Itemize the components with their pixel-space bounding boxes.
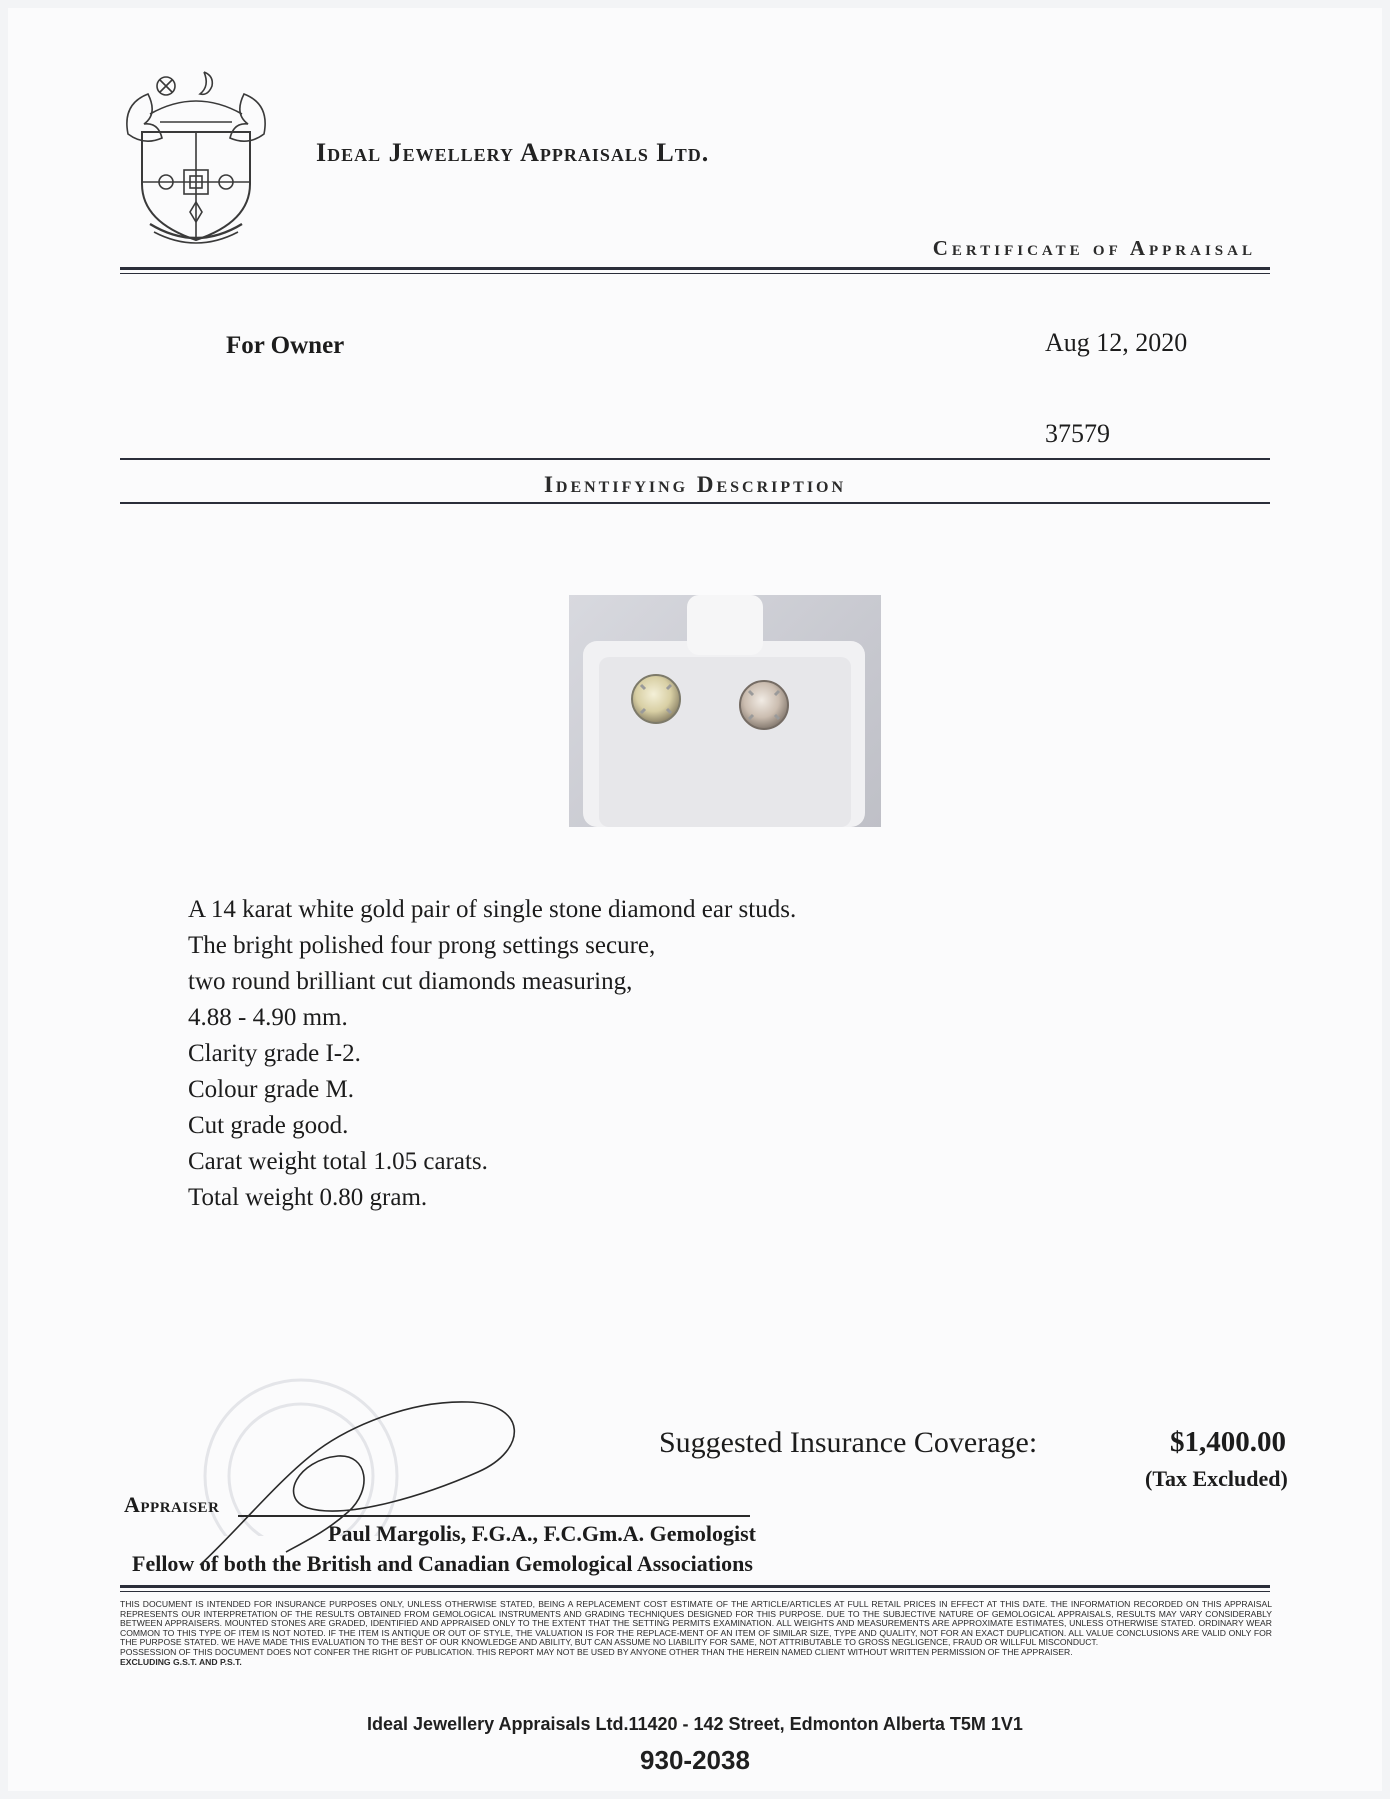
description-line: Carat weight total 1.05 carats. bbox=[188, 1148, 488, 1175]
coat-of-arms-icon bbox=[120, 64, 272, 248]
earring-display-card-icon bbox=[569, 595, 881, 827]
description-line: two round brilliant cut diamonds measuring, bbox=[188, 968, 633, 995]
owner-name: For Owner bbox=[226, 332, 345, 359]
insurance-coverage-label: Suggested Insurance Coverage: bbox=[659, 1426, 1038, 1459]
description-line: The bright polished four prong settings secure, bbox=[188, 932, 656, 959]
description-line: Colour grade M. bbox=[188, 1076, 354, 1103]
footer-rule-bottom bbox=[120, 1591, 1270, 1592]
appraisal-date: Aug 12, 2020 bbox=[1045, 328, 1188, 357]
disclaimer-paragraph: THIS DOCUMENT IS INTENDED FOR INSURANCE PURPOSES ONLY, UNLESS OTHERWISE STATED, BEING A REPLACEMENT COST ESTIMATE OF THE ARTICLE/ARTICLES AT FULL RETAIL PRICES IN EFFECT AT THIS DATE. THE INFORMATION RECORDED ON THIS APPRAISAL REPRESENTS OUR INTERPRETATION OF THE RESULTS OBTAINED FROM GEMOLOGICAL INSTRUMENTS AND GRADING TECHNIQUES DESIGNED FOR THIS PURPOSE. DUE TO THE SUBJECTIVE NATURE OF GEMOLOGICAL APPRAISALS, RESULTS MAY VARY CONSIDERABLY BETWEEN APPRAISERS. MOUNTED STONES ARE GRADED, IDENTIFIED AND APPRAISED ONLY TO THE EXTENT THAT THE SETTING PERMITS EXAMINATION. ALL WEIGHTS AND MEASUREMENTS ARE APPROXIMATE ESTIMATES, UNLESS OTHERWISE STATED. ORDINARY WEAR COMMON TO THIS TYPE OF ITEM IS NOT NOTED. IF THE ITEM IS ANTIQUE OR OUT OF STYLE, THE VALUATION IS FOR THE REPLACE-MENT OF AN ITEM OF SIMILAR SIZE, TYPE AND QUALITY, NOT FOR AN EXACT DUPLICATION. ALL VALUE CONCLUSIONS ARE VALID ONLY FOR THE PURPOSE STATED. WE HAVE MADE THIS EVALUATION TO THE BEST OF OUR KNOWLEDGE AND ABILITY, BUT CAN ASSUME NO LIABILITY FOR SAME, NOT ATTRIBUTABLE TO GROSS NEGLIGENCE, FRAUD OR WILLFUL MISCONDUCT. bbox=[120, 1599, 1272, 1648]
item-description bbox=[188, 892, 796, 1216]
appraiser-fellowship: Fellow of both the British and Canadian Gemological Associations bbox=[132, 1551, 753, 1576]
section-rule-top bbox=[120, 458, 1270, 460]
company-name: Ideal Jewellery Appraisals Ltd. bbox=[316, 138, 710, 167]
disclaimer-paragraph: POSSESSION OF THIS DOCUMENT DOES NOT CONFER THE RIGHT OF PUBLICATION. THIS REPORT MAY NOT BE USED BY ANYONE OTHER THAN THE HEREIN NAMED CLIENT WITHOUT WRITTEN PERMISSION OF THE APPRAISER. bbox=[120, 1646, 1073, 1657]
appraiser-label: Appraiser bbox=[124, 1492, 220, 1517]
header-rule-bottom bbox=[120, 273, 1270, 274]
diamond-ear-studs-photo bbox=[569, 595, 881, 827]
description-line: Total weight 0.80 gram. bbox=[188, 1184, 428, 1211]
description-line: Clarity grade I-2. bbox=[188, 1040, 361, 1067]
disclaimer-tax-line: EXCLUDING G.S.T. AND P.S.T. bbox=[120, 1656, 242, 1667]
appraisal-certificate bbox=[8, 8, 1382, 1791]
disclaimer bbox=[120, 1600, 1272, 1667]
footer-address: Ideal Jewellery Appraisals Ltd.11420 - 142 Street, Edmonton Alberta T5M 1V1 bbox=[367, 1714, 1023, 1734]
description-line: 4.88 - 4.90 mm. bbox=[188, 1004, 348, 1031]
reference-number: 37579 bbox=[1045, 419, 1110, 448]
appraiser-name: Paul Margolis, F.G.A., F.C.Gm.A. Gemologist bbox=[328, 1521, 756, 1546]
footer-phone: 930-2038 bbox=[640, 1745, 750, 1775]
insurance-coverage-value: $1,400.00 bbox=[1170, 1426, 1286, 1458]
description-line: Cut grade good. bbox=[188, 1112, 349, 1139]
signature-icon bbox=[198, 1380, 538, 1570]
section-rule-bottom bbox=[120, 502, 1270, 504]
description-line: A 14 karat white gold pair of single stone diamond ear studs. bbox=[188, 896, 797, 923]
footer-rule-top bbox=[120, 1585, 1270, 1588]
tax-note: (Tax Excluded) bbox=[1145, 1466, 1288, 1491]
certificate-title: Certificate of Appraisal bbox=[932, 236, 1256, 260]
section-title: Identifying Description bbox=[543, 472, 847, 497]
header-rule-top bbox=[120, 267, 1270, 270]
